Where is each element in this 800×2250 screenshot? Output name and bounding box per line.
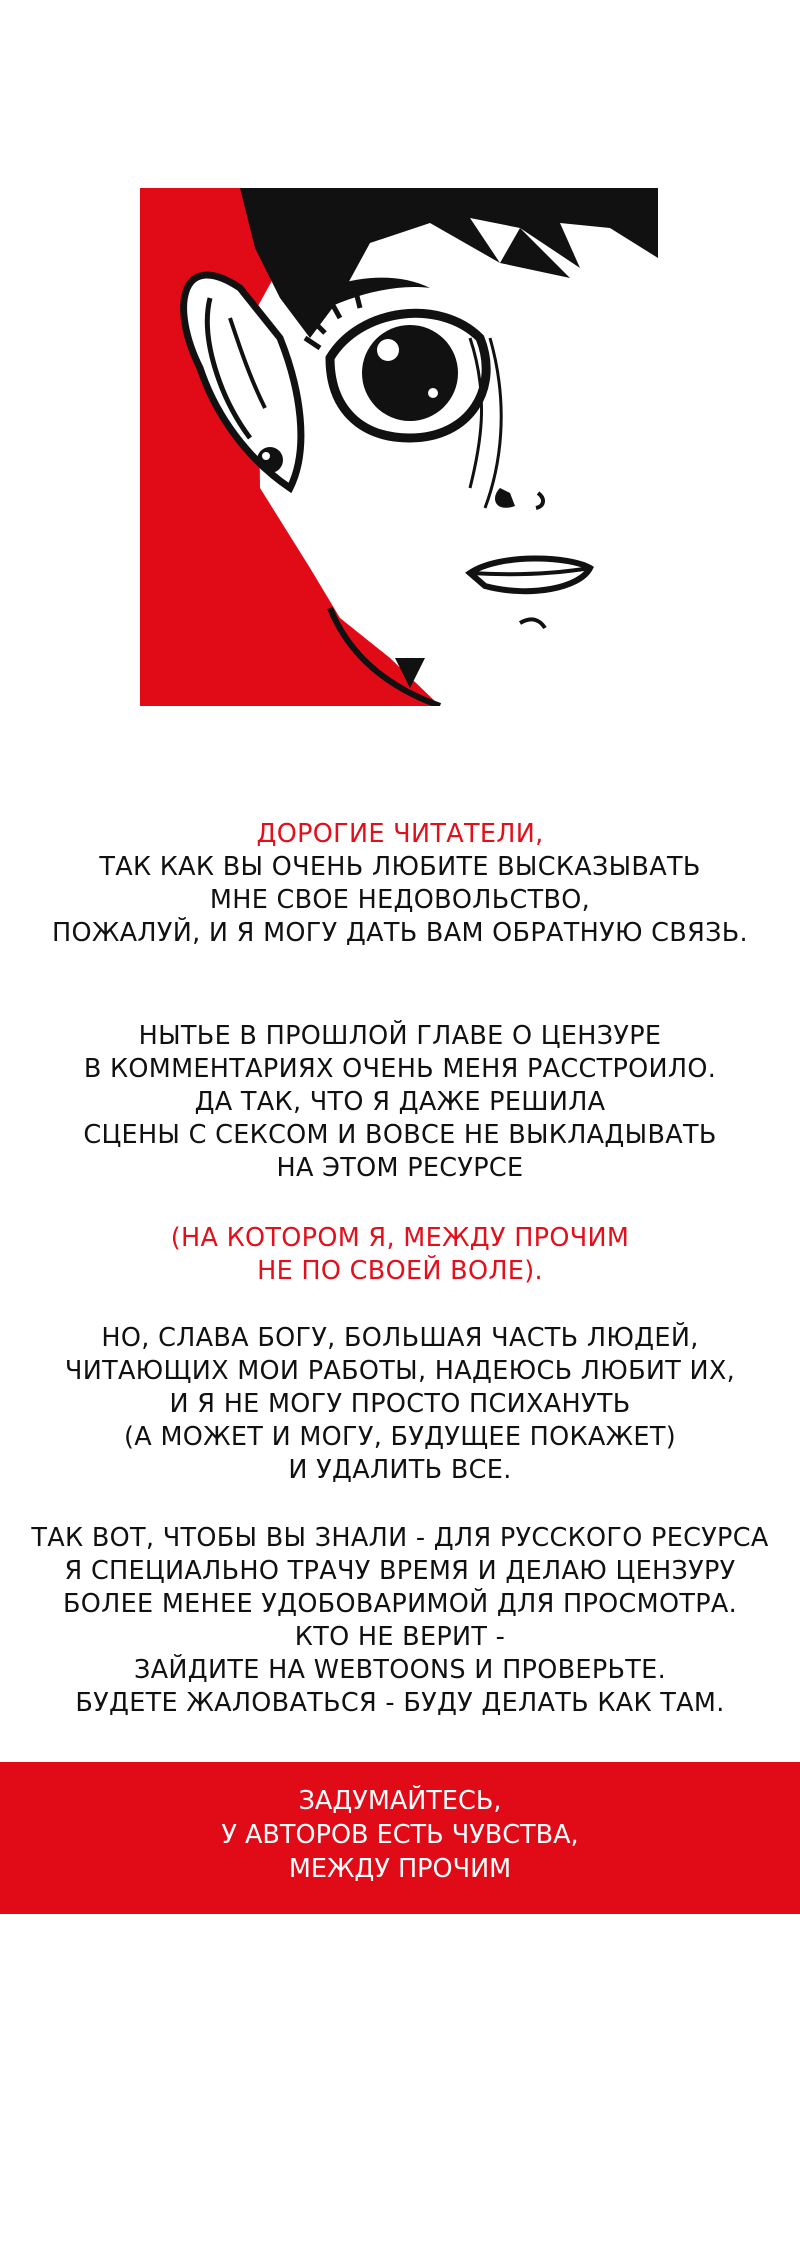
- paragraph-russian-resource: [0, 1522, 800, 1720]
- text-line: И УДАЛИТЬ ВСЕ.: [288, 1455, 512, 1485]
- text-line: МНЕ СВОЕ НЕДОВОЛЬСТВО,: [209, 885, 591, 915]
- red-note: [0, 1222, 800, 1288]
- paragraph-censorship: [0, 1020, 800, 1185]
- text-line: НЕ ПО СВОЕЙ ВОЛЕ).: [257, 1256, 543, 1286]
- text-line: КТО НЕ ВЕРИТ -: [294, 1622, 506, 1652]
- text-line: ЗАЙДИТЕ НА WEBTOONS И ПРОВЕРЬТЕ.: [134, 1655, 666, 1685]
- text-line: (НА КОТОРОМ Я, МЕЖДУ ПРОЧИМ: [170, 1223, 630, 1253]
- text-line: И Я НЕ МОГУ ПРОСТО ПСИХАНУТЬ: [169, 1389, 631, 1419]
- text-line: ЧИТАЮЩИХ МОИ РАБОТЫ, НАДЕЮСЬ ЛЮБИТ ИХ,: [64, 1356, 736, 1386]
- text-line: (А МОЖЕТ И МОГУ, БУДУЩЕЕ ПОКАЖЕТ): [124, 1422, 676, 1452]
- text-line: ПОЖАЛУЙ, И Я МОГУ ДАТЬ ВАМ ОБРАТНУЮ СВЯЗЬ.: [52, 918, 748, 948]
- banner-line: У АВТОРОВ ЕСТЬ ЧУВСТВА,: [221, 1820, 579, 1850]
- banner-line: ЗАДУМАЙТЕСЬ,: [298, 1786, 502, 1816]
- paragraph-readers: [0, 1322, 800, 1487]
- banner-line: МЕЖДУ ПРОЧИМ: [288, 1854, 512, 1884]
- text-line: Я СПЕЦИАЛЬНО ТРАЧУ ВРЕМЯ И ДЕЛАЮ ЦЕНЗУРУ: [64, 1556, 736, 1586]
- red-banner: [0, 1762, 800, 1914]
- text-line: ТАК ВОТ, ЧТОБЫ ВЫ ЗНАЛИ - ДЛЯ РУССКОГО РЕСУРСА: [31, 1523, 769, 1553]
- text-line: СЦЕНЫ С СЕКСОМ И ВОВСЕ НЕ ВЫКЛАДЫВАТЬ: [83, 1120, 717, 1150]
- greeting-block: [0, 818, 800, 950]
- text-line: БУДЕТЕ ЖАЛОВАТЬСЯ - БУДУ ДЕЛАТЬ КАК ТАМ.: [75, 1688, 725, 1718]
- text-line: НО, СЛАВА БОГУ, БОЛЬШАЯ ЧАСТЬ ЛЮДЕЙ,: [101, 1323, 699, 1353]
- greeting-title: ДОРОГИЕ ЧИТАТЕЛИ,: [256, 819, 544, 849]
- text-line: НА ЭТОМ РЕСУРСЕ: [276, 1153, 524, 1183]
- text-line: БОЛЕЕ МЕНЕЕ УДОБОВАРИМОЙ ДЛЯ ПРОСМОТРА.: [62, 1589, 738, 1619]
- text-line: НЫТЬЕ В ПРОШЛОЙ ГЛАВЕ О ЦЕНЗУРЕ: [138, 1021, 662, 1051]
- manga-face-illustration: [140, 188, 658, 706]
- text-line: ТАК КАК ВЫ ОЧЕНЬ ЛЮБИТЕ ВЫСКАЗЫВАТЬ: [99, 852, 701, 882]
- text-line: ДА ТАК, ЧТО Я ДАЖЕ РЕШИЛА: [194, 1087, 606, 1117]
- text-line: В КОММЕНТАРИЯХ ОЧЕНЬ МЕНЯ РАССТРОИЛО.: [83, 1054, 717, 1084]
